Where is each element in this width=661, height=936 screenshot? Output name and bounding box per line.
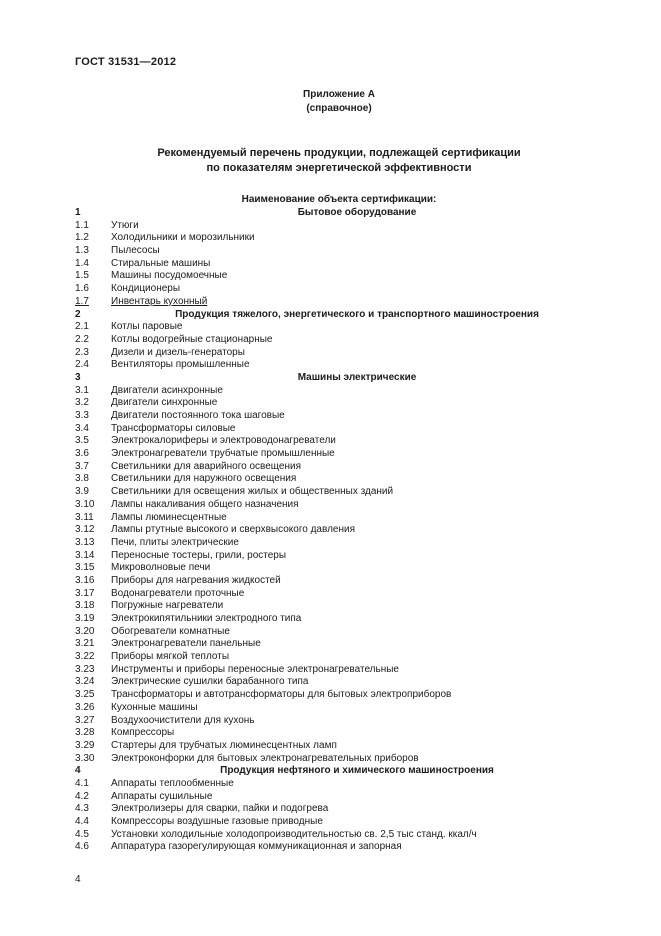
list-item [75,689,603,702]
section-title: Машины электрические [297,371,417,383]
item-number: 3.2 [75,397,89,409]
list-item [75,258,603,271]
list-item [75,740,603,753]
list-item [75,448,603,461]
item-text: Светильники для наружного освещения [111,473,297,485]
item-text: Электронагреватели трубчатые промышленные [111,448,335,460]
item-text: Аппаратура газорегулирующая коммуникационная и запорная [111,841,402,853]
item-number: 3.12 [75,524,95,536]
list-item [75,550,603,563]
item-text: Двигатели синхронные [111,397,218,409]
list-item [75,676,603,689]
item-number: 3.27 [75,714,95,726]
item-text: Светильники для освещения жилых и общественных зданий [111,486,394,498]
item-text: Электролизеры для сварки, пайки и подогрева [111,803,329,815]
list-item [75,727,603,740]
item-text: Электрокипятильники электродного типа [111,613,302,624]
list-item [75,638,603,651]
item-number: 4.6 [75,841,89,853]
list-item [75,702,603,715]
list-item [75,296,603,309]
list-item [75,575,603,588]
item-text: Лампы ртутные высокого и сверхвысокого давления [111,524,355,536]
item-number: 4.5 [75,828,89,840]
item-number: 1.7 [75,295,89,307]
item-text: Погружные нагреватели [111,600,224,612]
section-number: 1 [75,207,81,218]
item-number: 3.11 [75,511,94,523]
section-header [75,207,603,220]
item-text: Трансформаторы и автотрансформаторы для бытовых электроприборов [111,689,452,701]
item-number: 3.13 [75,536,95,548]
item-text: Котлы водогрейные стационарные [111,333,273,345]
list-item [75,499,603,512]
list-item [75,841,603,854]
item-number: 1.1 [75,219,89,231]
section-title: Бытовое оборудование [297,207,417,218]
list-item [75,220,603,233]
item-text: Двигатели асинхронные [111,384,223,396]
item-number: 4.4 [75,816,89,827]
appendix-title: Приложение А [303,89,375,100]
item-text: Воздухоочистители для кухонь [111,714,255,726]
appendix-block [75,88,603,115]
list-item [75,626,603,639]
item-number: 1.6 [75,283,89,295]
item-text: Пылесосы [111,245,160,257]
list-item [75,829,603,842]
item-number: 3.28 [75,727,95,739]
list-item [75,778,603,791]
list-item [75,410,603,423]
appendix-note: (справочное) [306,102,372,114]
item-number: 3.4 [75,422,89,434]
item-text: Обогреватели комнатные [111,625,230,637]
item-text: Стартеры для трубчатых люминесцентных ламп [111,739,337,751]
document-title [75,146,603,175]
item-number: 3.22 [75,651,95,663]
item-text: Холодильники и морозильники [111,232,255,244]
list-item [75,613,603,626]
list-header: Наименование объекта сертификации: [241,194,437,205]
page-number: 4 [75,874,81,885]
item-number: 3.10 [75,498,95,510]
list-item [75,562,603,575]
item-text: Утюги [111,219,139,231]
section-number: 2 [75,308,81,320]
list-item [75,512,603,525]
list-item [75,321,603,334]
item-number: 3.1 [75,384,89,396]
item-text: Стиральные машины [111,257,211,269]
certification-list [75,207,603,854]
document-title-line2: по показателям энергетической эффективности [206,161,472,174]
list-item [75,588,603,601]
item-number: 2.4 [75,359,89,371]
list-item [75,359,603,372]
item-number: 4.2 [75,790,89,802]
list-item [75,385,603,398]
list-item [75,283,603,296]
item-number: 3.30 [75,752,95,764]
item-number: 3.9 [75,486,89,498]
item-text: Микроволновые печи [111,562,211,574]
item-number: 4.1 [75,777,89,789]
item-text: Компрессоры [111,727,175,739]
item-text: Двигатели постоянного тока шаговые [111,410,285,421]
section-title: Продукция нефтяного и химического машиностроения [220,765,494,777]
item-number: 3.3 [75,410,89,421]
list-item [75,524,603,537]
item-text: Вентиляторы промышленные [111,359,250,371]
item-number: 1.5 [75,270,89,282]
list-item [75,397,603,410]
item-number: 1.2 [75,232,89,244]
list-item [75,232,603,245]
item-number: 1.4 [75,257,89,269]
item-number: 1.3 [75,245,89,257]
item-text: Установки холодильные холодопроизводительностью св. 2,5 тыс станд. ккал/ч [111,828,477,840]
item-text: Электрические сушилки барабанного типа [111,676,309,688]
item-text: Электроконфорки для бытовых электронагревательных приборов [111,752,419,764]
item-number: 3.8 [75,473,89,485]
item-text: Инструменты и приборы переносные электронагревательные [111,663,399,675]
list-item [75,651,603,664]
item-text: Электронагреватели панельные [111,638,261,650]
item-text: Аппараты сушильные [111,790,213,802]
item-text: Кухонные машины [111,701,198,713]
item-number: 3.19 [75,613,95,624]
item-text: Машины посудомоечные [111,270,228,282]
item-number: 3.17 [75,587,95,599]
list-item [75,537,603,550]
item-number: 2.1 [75,321,89,333]
list-item [75,435,603,448]
list-item [75,334,603,347]
list-item [75,600,603,613]
list-item [75,461,603,474]
item-text: Электрокалориферы и электроводонагреватели [111,435,336,447]
item-number: 3.7 [75,460,89,472]
item-text: Дизели и дизель-генераторы [111,346,245,358]
list-item [75,473,603,486]
section-header [75,372,603,385]
section-number: 4 [75,765,81,777]
item-text: Приборы для нагревания жидкостей [111,574,281,586]
item-text: Печи, плиты электрические [111,536,239,548]
item-number: 2.2 [75,333,89,345]
list-item [75,816,603,829]
item-text: Инвентарь кухонный [111,295,208,307]
doc-number: ГОСТ 31531—2012 [75,56,177,68]
item-number: 4.3 [75,803,89,815]
item-text: Водонагреватели проточные [111,587,245,599]
list-item [75,245,603,258]
item-number: 3.18 [75,600,95,612]
section-header [75,309,603,322]
item-text: Переносные тостеры, грили, ростеры [111,549,287,561]
item-number: 3.23 [75,663,95,675]
section-number: 3 [75,371,81,383]
item-number: 3.5 [75,435,89,447]
list-item [75,715,603,728]
item-number: 3.6 [75,448,89,460]
list-item [75,753,603,766]
item-text: Аппараты теплообменные [111,777,234,789]
section-title: Продукция тяжелого, энергетического и транспортного машиностроения [175,308,539,320]
item-number: 3.26 [75,701,95,713]
list-item [75,791,603,804]
item-text: Лампы люминесцентные [111,511,227,523]
item-text: Лампы накаливания общего назначения [111,498,299,510]
item-number: 2.3 [75,346,89,358]
section-header [75,765,603,778]
item-text: Приборы мягкой теплоты [111,651,230,663]
item-text: Кондиционеры [111,283,181,295]
list-item [75,270,603,283]
document-title-line1: Рекомендуемый перечень продукции, подлежащей сертификации [157,147,521,159]
item-number: 3.24 [75,676,95,688]
list-item [75,347,603,360]
list-item [75,423,603,436]
list-item [75,803,603,816]
item-text: Трансформаторы силовые [111,422,236,434]
item-text: Светильники для аварийного освещения [111,460,302,472]
item-number: 3.21 [75,638,95,650]
item-number: 3.15 [75,562,95,574]
list-item [75,664,603,677]
item-number: 3.20 [75,625,95,637]
item-number: 3.29 [75,739,95,751]
item-number: 3.14 [75,549,95,561]
item-number: 3.25 [75,689,95,701]
item-text: Котлы паровые [111,321,183,333]
list-item [75,486,603,499]
item-number: 3.16 [75,574,95,586]
item-text: Компрессоры воздушные газовые приводные [111,816,323,827]
